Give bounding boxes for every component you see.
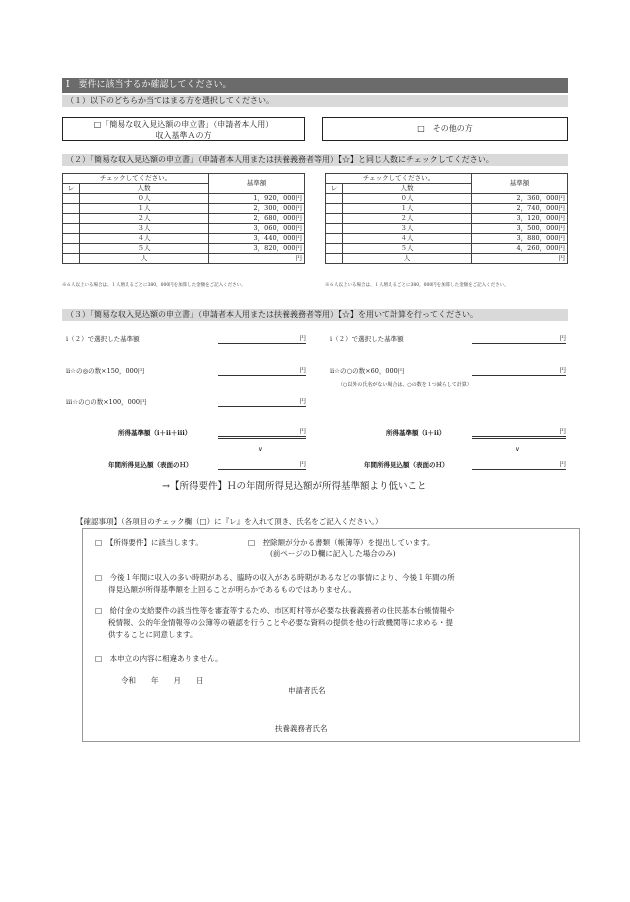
table-note-right: ※６人以上いる場合は、１人増えるごとに380，000円を加算した金額をご記入ください。: [325, 283, 509, 288]
supporter-name-label: 扶養義務者氏名: [275, 724, 328, 733]
confirm-item3-line3: 供することに同意します。: [108, 630, 198, 639]
check-cell[interactable]: [63, 254, 80, 264]
people-cell: ４人: [80, 234, 209, 244]
table-row[interactable]: [326, 244, 568, 254]
table-row[interactable]: [63, 194, 305, 204]
table-row[interactable]: [63, 244, 305, 254]
check-cell[interactable]: [326, 204, 343, 214]
table-row[interactable]: [326, 194, 568, 204]
subsection-2-heading: （２）「簡易な収入見込額の申立書」（申請者本人用または扶養義務者等用）【☆】と同じ人数にチェックしてください。: [62, 154, 568, 166]
check-cell[interactable]: [326, 194, 343, 204]
amount-cell: 3，880，000円: [472, 234, 568, 244]
supporter-name-field[interactable]: [338, 733, 538, 734]
people-input-cell[interactable]: 人: [343, 254, 472, 264]
calc-left-total-field[interactable]: 円: [218, 426, 306, 439]
subsection-3-heading: （３）「簡易な収入見込額の申立書」（申請者本人用または扶養義務者等用）【☆】を用いて計算を行ってください。: [62, 309, 568, 321]
amount-cell: 1，920，000円: [209, 194, 305, 204]
table-row[interactable]: [63, 224, 305, 234]
annual-income-right-label: 年間所得見込額（表面のＨ）: [364, 461, 449, 469]
less-than-symbol-left: ∨: [258, 445, 263, 453]
amount-cell: 3，820，000円: [209, 244, 305, 254]
check-cell[interactable]: [63, 214, 80, 224]
people-cell: １人: [343, 204, 472, 214]
people-cell: ２人: [80, 214, 209, 224]
check-cell[interactable]: [63, 194, 80, 204]
table-row[interactable]: [63, 234, 305, 244]
confirm-income-requirement-checkbox[interactable]: □ 【所得要件】に該当します。: [95, 538, 203, 547]
people-cell: ４人: [343, 234, 472, 244]
calc-left-i-label: ⅰ（２）で選択した基準額: [66, 335, 140, 343]
confirm-item2-line2: 得見込額が所得基準額を上回ることが明らかであるものではありません。: [108, 585, 356, 594]
table-row[interactable]: [326, 224, 568, 234]
check-cell[interactable]: [63, 234, 80, 244]
less-than-symbol-right: ∨: [515, 445, 520, 453]
check-cell[interactable]: [63, 224, 80, 234]
check-cell[interactable]: [326, 234, 343, 244]
table-header-re: レ: [326, 184, 343, 194]
table-row[interactable]: [326, 204, 568, 214]
calc-left-i-field[interactable]: 円: [218, 333, 306, 344]
option-a-line1: □「簡易な収入見込額の申立書」（申請者本人用）: [93, 120, 274, 129]
confirm-deduction-docs-checkbox[interactable]: □ 控除額が分かる書類（帳簿等）を提出しています。: [248, 538, 435, 547]
amount-cell: 2，360，000円: [472, 194, 568, 204]
confirm-box: [82, 528, 580, 742]
confirm-item2-line1: □ 今後１年間に収入の多い時期がある、臨時の収入がある時期があるなどの事情により、今後１年間の所: [95, 573, 455, 582]
table-row[interactable]: [326, 254, 568, 264]
table-row[interactable]: [326, 234, 568, 244]
table-row[interactable]: [326, 214, 568, 224]
calc-right-i-field[interactable]: 円: [472, 333, 566, 344]
income-requirement-note: →【所得要件】Ｈの年間所得見込額が所得基準額より低いこと: [162, 481, 427, 492]
amount-cell: 3，500，000円: [472, 224, 568, 234]
amount-input-cell[interactable]: 円: [209, 254, 305, 264]
people-cell: ３人: [80, 224, 209, 234]
amount-input-cell[interactable]: 円: [472, 254, 568, 264]
calc-right-ii-field[interactable]: 円: [472, 365, 566, 376]
option-income-standard-a[interactable]: [62, 117, 305, 141]
confirm-no-higher-income-checkbox[interactable]: [95, 572, 575, 596]
table-header-base: 基準額: [472, 174, 568, 194]
check-cell[interactable]: [326, 214, 343, 224]
confirm-no-discrepancy-checkbox[interactable]: □ 本申立の内容に相違ありません。: [95, 654, 223, 663]
applicant-name-field[interactable]: [338, 695, 538, 696]
check-cell[interactable]: [326, 224, 343, 234]
table-header-re: レ: [63, 184, 80, 194]
people-cell: １人: [80, 204, 209, 214]
people-cell: ２人: [343, 214, 472, 224]
calc-right-total-field[interactable]: 円: [472, 426, 566, 439]
calc-right-ii-note: （○以外の氏名がない場合は、○の数を１つ減らして計算）: [338, 382, 472, 388]
annual-income-left-field[interactable]: 円: [218, 459, 306, 470]
calc-left-ii-label: ⅱ☆の◎の数×150，000円: [66, 367, 145, 375]
option-other[interactable]: □ その他の方: [322, 117, 568, 141]
people-cell: ０人: [343, 194, 472, 204]
check-cell[interactable]: [326, 254, 343, 264]
amount-cell: 3，120，000円: [472, 214, 568, 224]
table-header-check: チェックしてください。: [63, 174, 209, 184]
amount-cell: 2，680，000円: [209, 214, 305, 224]
calc-right-ii-label: ⅱ☆の○の数×60，000円: [330, 367, 405, 375]
table-note-left: ※６人以上いる場合は、１人増えるごとに380，000円を加算した金額をご記入ください。: [62, 283, 246, 288]
date-field[interactable]: 令和 年 月 日: [121, 676, 204, 685]
confirm-deduction-docs-note: (前ページのＤ欄に記入した場合のみ): [270, 549, 396, 558]
applicant-name-label: 申請者氏名: [288, 686, 326, 695]
confirm-title: 【確認事項】（各項目のチェック欄（□）に『レ』を入れて頂き、氏名をご記入ください。）: [76, 517, 383, 526]
table-header-check: チェックしてください。: [326, 174, 472, 184]
calc-left-total-label: 所得基準額（ⅰ＋ⅱ＋ⅲ）: [118, 429, 192, 437]
subsection-1-heading: （１）以下のどちらか当てはまる方を選択してください。: [62, 95, 568, 107]
section-title: Ⅰ 要件に該当するか確認してください。: [62, 78, 568, 93]
calc-left-iii-field[interactable]: 円: [218, 396, 306, 407]
base-amount-table-left: [62, 173, 305, 264]
option-a-line2: 収入基準Ａの方: [155, 131, 212, 140]
base-amount-table-right: [325, 173, 568, 264]
amount-cell: 3，440，000円: [209, 234, 305, 244]
table-header-people: 人数: [343, 184, 472, 194]
calc-right-total-label: 所得基準額（ⅰ＋ⅱ）: [386, 429, 446, 437]
annual-income-right-field[interactable]: 円: [472, 459, 566, 470]
confirm-item3-line1: □ 給付金の支給要件の該当性等を審査等するため、市区町村等が必要な扶養義務者の住民基本台帳情報や: [95, 606, 455, 615]
amount-cell: 3，060，000円: [209, 224, 305, 234]
table-row[interactable]: [63, 254, 305, 264]
confirm-item3-line2: 税情報、公的年金情報等の公簿等の確認を行うことや必要な資料の提供を他の行政機関等に求める・提: [108, 618, 453, 627]
amount-cell: 2，740，000円: [472, 204, 568, 214]
calc-left-ii-field[interactable]: 円: [218, 365, 306, 376]
people-cell: ３人: [343, 224, 472, 234]
check-cell[interactable]: [63, 244, 80, 254]
amount-cell: 4，260，000円: [472, 244, 568, 254]
people-cell: ５人: [343, 244, 472, 254]
people-cell: ０人: [80, 194, 209, 204]
people-input-cell[interactable]: 人: [80, 254, 209, 264]
check-cell[interactable]: [63, 204, 80, 214]
check-cell[interactable]: [326, 244, 343, 254]
calc-left-iii-label: ⅲ☆の○の数×100，000円: [66, 398, 147, 406]
table-row[interactable]: [63, 214, 305, 224]
calc-right-i-label: ⅰ（２）で選択した基準額: [330, 335, 404, 343]
confirm-consent-checkbox[interactable]: [95, 605, 575, 641]
annual-income-left-label: 年間所得見込額（表面のＨ）: [108, 461, 193, 469]
table-header-base: 基準額: [209, 174, 305, 194]
amount-cell: 2，300，000円: [209, 204, 305, 214]
table-header-people: 人数: [80, 184, 209, 194]
people-cell: ５人: [80, 244, 209, 254]
table-row[interactable]: [63, 204, 305, 214]
